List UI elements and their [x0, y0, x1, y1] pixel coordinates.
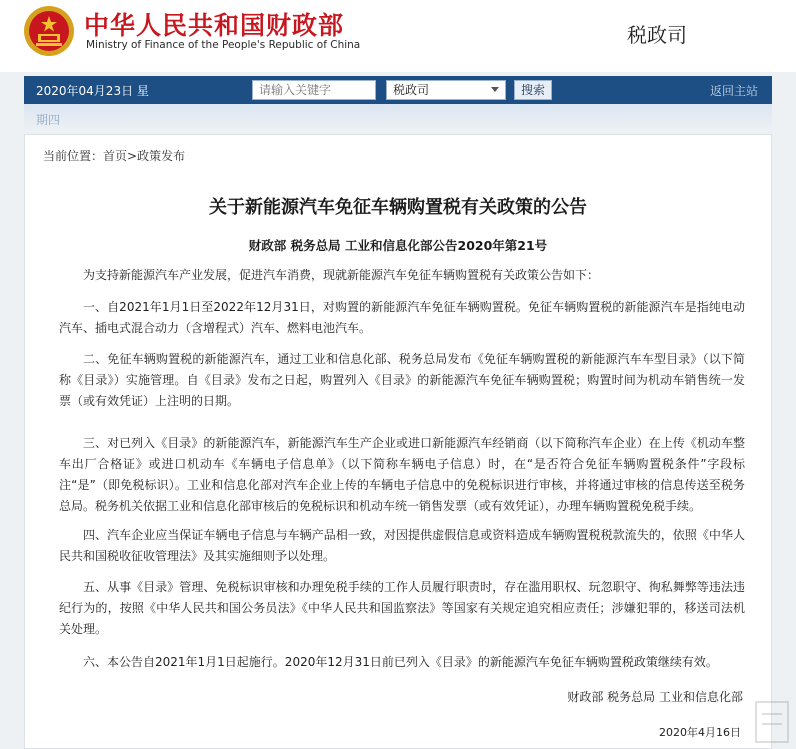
- paragraph-5: 五、从事《目录》管理、免税标识审核和办理免税手续的工作人员履行职责时，存在滥用职权、玩忽职守、徇私舞弊等违法违纪行为的，按照《中华人民共和国公务员法》《中华人民共和国监察法》等国家有关规定追究相应责任；涉嫌犯罪的，移送司法机关处理。: [59, 580, 745, 636]
- paragraph-4: 四、汽车企业应当保证车辆电子信息与车辆产品相一致，对因提供虚假信息或资料造成车辆购置税税款流失的，依照《中华人民共和国税收征收管理法》及其实施细则予以处理。: [59, 528, 745, 563]
- signature: 财政部 税务总局 工业和信息化部: [567, 690, 743, 704]
- breadcrumb: [43, 147, 185, 164]
- watermark-icon: [754, 700, 790, 744]
- article-title: 关于新能源汽车免征车辆购置税有关政策的公告: [209, 197, 587, 218]
- site-subtitle: Ministry of Finance of the People's Republic of China: [86, 39, 361, 51]
- search-input[interactable]: [252, 80, 376, 100]
- site-title: 中华人民共和国财政部: [84, 11, 345, 40]
- signature-date: 2020年4月16日: [659, 726, 741, 739]
- nav-bar: [24, 76, 772, 104]
- site-header: [0, 0, 796, 72]
- breadcrumb-prefix: 当前位置：: [43, 149, 104, 163]
- national-emblem-icon: [22, 4, 76, 58]
- breadcrumb-section-link[interactable]: 政策发布: [137, 149, 186, 163]
- paragraph-1: 一、自2021年1月1日至2022年12月31日，对购置的新能源汽车免征车辆购置税。免征车辆购置税的新能源汽车是指纯电动汽车、插电式混合动力（含增程式）汽车、燃料电池汽车。: [59, 300, 745, 335]
- content-panel: [24, 134, 772, 749]
- department-select[interactable]: [386, 80, 506, 100]
- department-name: 税政司: [627, 23, 687, 47]
- current-weekday: 期四: [36, 113, 61, 127]
- document-number: 财政部 税务总局 工业和信息化部公告2020年第21号: [248, 238, 548, 253]
- chevron-down-icon: [491, 87, 499, 92]
- paragraph-2: 二、免征车辆购置税的新能源汽车，通过工业和信息化部、税务总局发布《免征车辆购置税的新能源汽车车型目录》（以下简称《目录》）实施管理。自《目录》发布之日起，购置列入《目录》的新能源汽车免征车辆购置税；购置时间为机动车销售统一发票（或有效凭证）上注明的日期。: [59, 352, 745, 408]
- paragraph-intro: 为支持新能源汽车产业发展，促进汽车消费，现就新能源汽车免征车辆购置税有关政策公告如下：: [83, 268, 600, 282]
- current-date: 2020年04月23日 星: [36, 84, 149, 98]
- breadcrumb-separator: >: [127, 149, 138, 163]
- search-button[interactable]: 搜索: [514, 80, 552, 100]
- paragraph-3: 三、对已列入《目录》的新能源汽车，新能源汽车生产企业或进口新能源汽车经销商（以下简称汽车企业）在上传《机动车整车出厂合格证》或进口机动车《车辆电子信息单》（以下简称车辆电子信息）时，在“是否符合免征车辆购置税条件”字段标注“是”（即免税标识）。工业和信息化部对汽车企业上传的车辆电子信息中的免税标识进行审核，并将通过审核的信息传送至税务总局。税务机关依据工业和信息化部审核后的免税标识和机动车统一销售发票（或有效凭证），办理车辆购置税免税手续。: [59, 436, 745, 513]
- nav-shadow-band: [24, 104, 772, 132]
- department-select-value: 税政司: [393, 83, 430, 97]
- return-home-link[interactable]: 返回主站: [709, 84, 758, 98]
- breadcrumb-home-link[interactable]: 首页: [103, 149, 128, 163]
- paragraph-6: 六、本公告自2021年1月1日起施行。2020年12月31日前已列入《目录》的新能源汽车免征车辆购置税政策继续有效。: [83, 655, 718, 669]
